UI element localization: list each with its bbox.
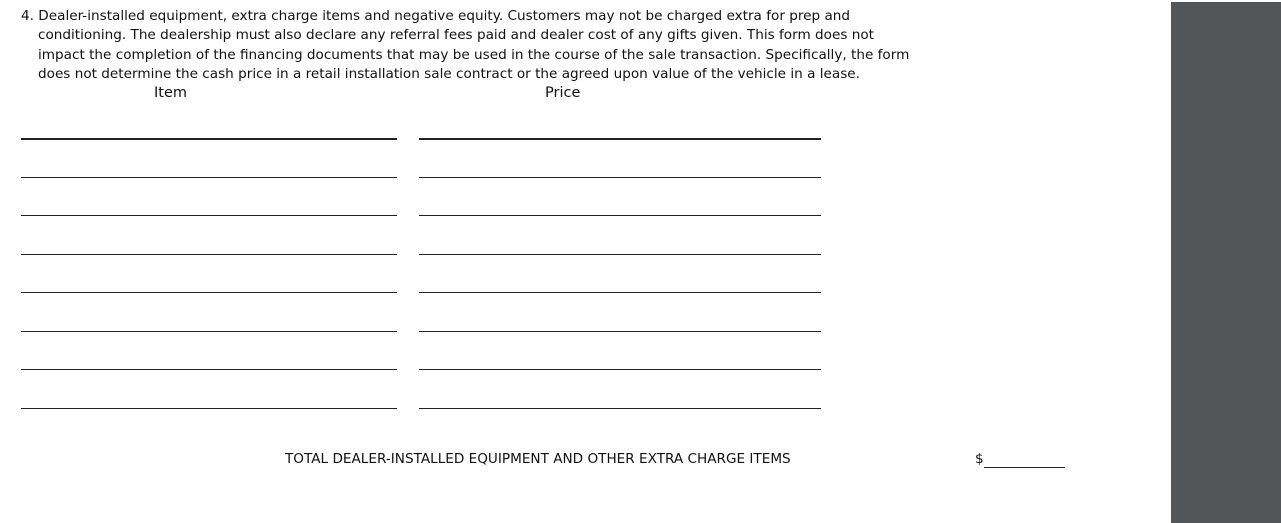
total-label: TOTAL DEALER-INSTALLED EQUIPMENT AND OTHER EXTRA CHARGE ITEMS — [285, 451, 791, 467]
instructions-line: 4. Dealer-installed equipment, extra charge items and negative equity. Customers may not be charged extra for prep and — [21, 8, 851, 24]
price-blank-line[interactable] — [419, 138, 821, 140]
instructions-paragraph — [21, 7, 981, 84]
price-blank-line[interactable] — [419, 177, 821, 178]
item-blank-line[interactable] — [21, 369, 397, 370]
item-blank-line[interactable] — [21, 254, 397, 255]
instructions-line: does not determine the cash price in a retail installation sale contract or the agreed upon value of the vehicle in a lease. — [38, 65, 860, 82]
item-blank-line[interactable] — [21, 408, 397, 409]
item-blank-line[interactable] — [21, 177, 397, 178]
price-blank-line[interactable] — [419, 408, 821, 409]
item-blank-line[interactable] — [21, 215, 397, 216]
currency-symbol: $ — [975, 451, 984, 467]
item-blank-line[interactable] — [21, 331, 397, 332]
item-column-header: Item — [154, 85, 188, 101]
instructions-line: conditioning. The dealership must also declare any referral fees paid and dealer cost of any gifts given. This form does not — [38, 27, 875, 44]
price-blank-line[interactable] — [419, 292, 821, 293]
price-blank-line[interactable] — [419, 369, 821, 370]
price-column-header: Price — [545, 85, 581, 101]
instructions-line: impact the completion of the financing documents that may be used in the course of the sale transaction. Specifically, the form — [38, 46, 910, 63]
price-blank-line[interactable] — [419, 254, 821, 255]
total-field[interactable] — [975, 450, 1065, 468]
viewer-gutter — [1171, 2, 1281, 523]
price-blank-line[interactable] — [419, 331, 821, 332]
item-blank-line[interactable] — [21, 292, 397, 293]
total-value-blank[interactable] — [984, 450, 1065, 468]
price-blank-line[interactable] — [419, 215, 821, 216]
item-blank-line[interactable] — [21, 138, 397, 140]
